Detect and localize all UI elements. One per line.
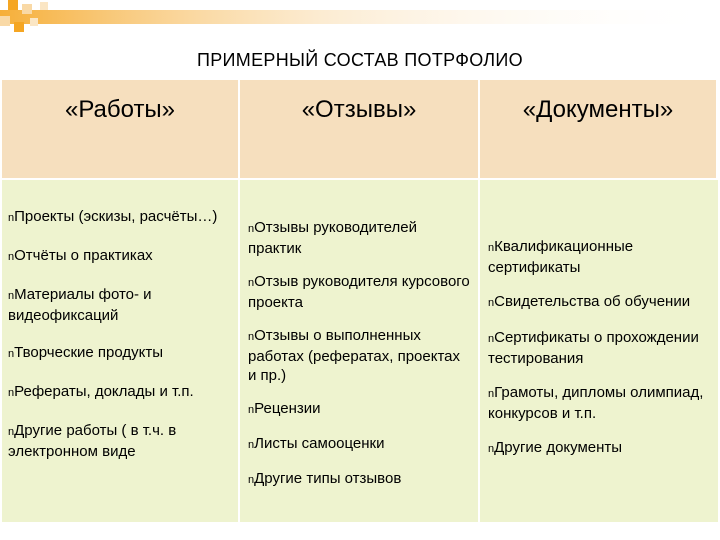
decorative-squares-banner [0, 0, 720, 40]
list-item: nОтзывы руководителей практик [248, 219, 417, 257]
list-item: nДругие документы [488, 439, 623, 456]
list-item: nОтзывы о выполненных работах (рефератах, проектах и пр.) [248, 327, 461, 384]
list-item: nПроекты (эскизы, расчёты…) [8, 208, 218, 225]
bullet-icon: n [8, 251, 15, 263]
portfolio-table [2, 80, 718, 522]
bullet-icon: n [248, 223, 255, 235]
list-item: nМатериалы фото- и видеофиксаций [8, 286, 152, 324]
bullet-icon: n [8, 348, 15, 360]
bullet-icon: n [488, 388, 495, 400]
header-reviews: «Отзывы» [240, 80, 480, 180]
list-item: nОтчёты о практиках [8, 247, 153, 264]
bullet-icon: n [248, 439, 255, 451]
bullet-icon: n [8, 290, 15, 302]
list-item: nТворческие продукты [8, 344, 164, 361]
list-item: nГрамоты, дипломы олимпиад, конкурсов и т.п. [488, 384, 704, 422]
list-item: nДругие типы отзывов [248, 470, 402, 487]
list-item: nРецензии [248, 400, 321, 417]
list-item: nРефераты, доклады и т.п. [8, 383, 194, 400]
page-title: ПРИМЕРНЫЙ СОСТАВ ПОТРФОЛИО [197, 50, 523, 70]
bullet-icon: n [248, 404, 255, 416]
bullet-icon: n [8, 212, 15, 224]
list-item: nЛисты самооценки [248, 435, 385, 452]
list-item: nСвидетельства об обучении [488, 293, 691, 310]
bullet-icon: n [488, 297, 495, 309]
bullet-icon: n [248, 277, 255, 289]
documents-list [480, 180, 718, 522]
reviews-list [240, 180, 480, 522]
header-works: «Работы» [2, 80, 240, 180]
bullet-icon: n [488, 333, 495, 345]
bullet-icon: n [488, 443, 495, 455]
bullet-icon: n [8, 387, 15, 399]
list-item: nДругие работы ( в т.ч. в электронном виде [8, 422, 177, 460]
list-item: nСертификаты о прохождении тестирования [488, 329, 699, 367]
bullet-icon: n [248, 331, 255, 343]
header-documents: «Документы» [480, 80, 718, 180]
bullet-icon: n [8, 426, 15, 438]
bullet-icon: n [488, 242, 495, 254]
works-list [2, 180, 240, 522]
list-item: nКвалификационные сертификаты [488, 238, 634, 276]
list-item: nОтзыв руководителя курсового проекта [248, 273, 470, 311]
bullet-icon: n [248, 474, 255, 486]
